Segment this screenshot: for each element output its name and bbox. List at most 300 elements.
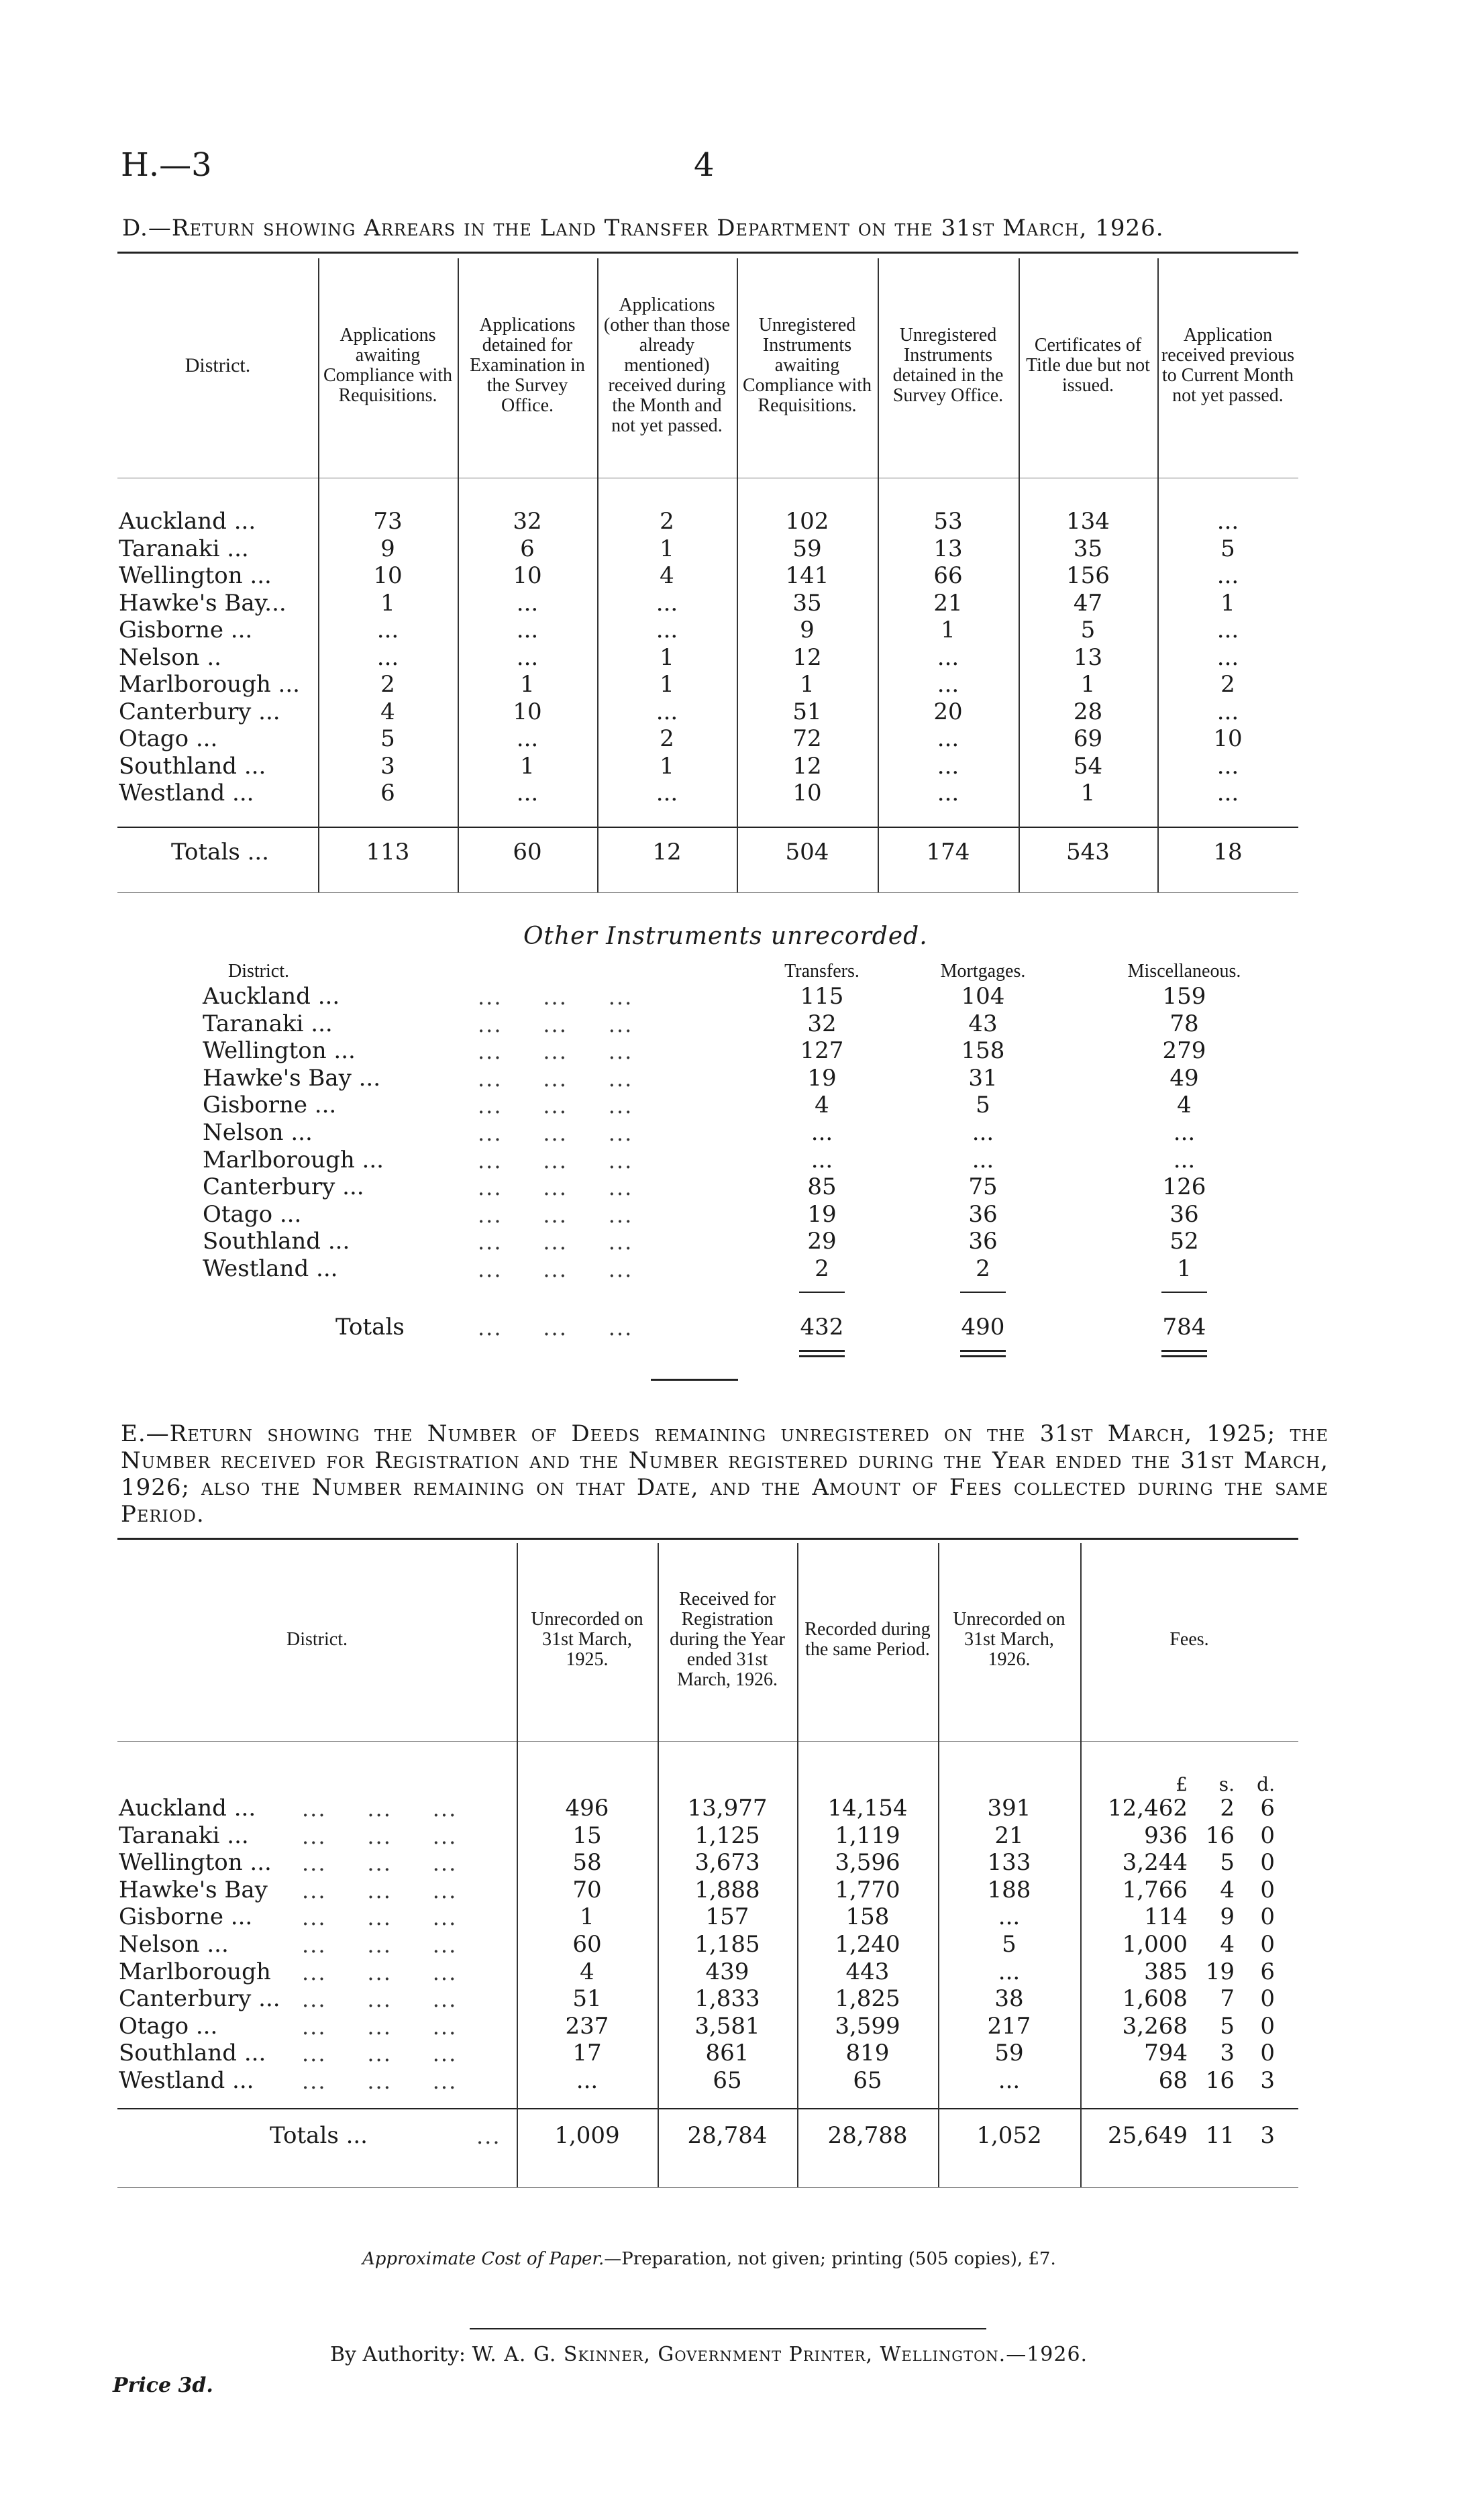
column-divider [1080, 1543, 1082, 2187]
fee-unit-pounds: £ [1176, 1773, 1188, 1795]
table-cell: 1 [941, 617, 955, 643]
column-header: Received for Registration during the Year ended 31st March, 1926. [670, 1588, 785, 1690]
fee-pounds: 936 [1144, 1822, 1188, 1849]
table-cell: 38 [994, 1985, 1024, 2013]
table-cell: ... [516, 725, 539, 752]
table-cell: 36 [968, 1228, 998, 1255]
district-name: Nelson ... [203, 1119, 313, 1146]
table-cell: 32 [807, 1010, 837, 1037]
fee-pounds: 3,268 [1122, 2012, 1188, 2040]
double-rule [960, 1350, 1006, 1352]
district-name: Auckland ... [119, 1795, 256, 1822]
table-cell: 6 [520, 535, 535, 562]
table-cell: 47 [1073, 589, 1103, 617]
leader-dots: ... ... ... [478, 1257, 633, 1282]
table-bottom-rule [117, 2187, 1298, 2188]
footer-rule [470, 2328, 986, 2329]
totals-cell: 12 [652, 839, 682, 865]
table-cell: 217 [987, 2012, 1031, 2040]
table-cell: 59 [792, 535, 822, 562]
table-cell: 2 [815, 1255, 829, 1282]
column-header: District. [228, 961, 289, 982]
table-cell: ... [937, 780, 959, 806]
table-cell: 819 [845, 2040, 890, 2067]
column-header: Fees. [1169, 1628, 1209, 1650]
column-header: District. [185, 354, 251, 376]
table-cell: 20 [933, 698, 963, 725]
column-header: Applications awaiting Compliance with Requisitions. [323, 324, 453, 406]
printer-authority [330, 2343, 1088, 2366]
district-name: Gisborne ... [203, 1092, 337, 1119]
table-cell: 3,581 [694, 2012, 760, 2040]
table-cell: 12 [792, 643, 822, 671]
column-header: Unrecorded on 31st March, 1925. [531, 1608, 643, 1670]
table-cell: 1,825 [835, 1985, 900, 2013]
table-cell: ... [1216, 643, 1239, 671]
table-cell: ... [516, 589, 539, 617]
district-name: Hawke's Bay... [119, 589, 287, 617]
leader-dots: ... ... ... [302, 2041, 458, 2067]
table-top-rule [117, 252, 1298, 254]
section-divider [651, 1379, 738, 1381]
fee-unit-shillings: s. [1218, 1773, 1235, 1795]
table-cell: ... [1216, 752, 1239, 780]
table-cell: 59 [994, 2040, 1024, 2067]
table-cell: 65 [853, 2067, 882, 2094]
table-cell: 4 [380, 698, 395, 725]
table-cell: 104 [961, 983, 1005, 1010]
column-header: Miscellaneous. [1127, 961, 1241, 982]
table-cell: ... [1216, 617, 1239, 643]
table-cell: 439 [705, 1958, 749, 1985]
table-cell: 159 [1162, 983, 1206, 1010]
table-cell: ... [1216, 508, 1239, 535]
fee-pence: 0 [1260, 2012, 1275, 2040]
table-cell: 14,154 [827, 1795, 908, 1822]
table-cell: 75 [968, 1173, 998, 1201]
fee-shillings: 9 [1220, 1903, 1235, 1931]
table-cell: 70 [572, 1876, 602, 1903]
leader-dots: ... ... ... [478, 1229, 633, 1255]
district-name: Southland ... [203, 1228, 350, 1255]
table-cell: 10 [513, 698, 542, 725]
leader-dots: ... ... ... [478, 1175, 633, 1201]
column-header: Certificates of Title due but not issued. [1026, 334, 1150, 396]
totals-top-rule [117, 827, 1298, 828]
fee-pence: 0 [1260, 1931, 1275, 1958]
leader-dots: ... ... ... [302, 2013, 458, 2040]
fee-pounds: 1,000 [1122, 1931, 1188, 1958]
column-header: Unregistered Instruments awaiting Compliance with Requisitions. [742, 314, 872, 416]
leader-dots: ... ... ... [478, 984, 633, 1010]
table-cell: ... [1216, 562, 1239, 589]
table-cell: 72 [792, 725, 822, 752]
leader-dots: ... ... ... [302, 2068, 458, 2094]
table-cell: 1,833 [694, 1985, 760, 2013]
district-name: Southland ... [119, 2040, 266, 2067]
table-cell: ... [998, 1958, 1021, 1985]
table-cell: 21 [933, 589, 963, 617]
table-cell: ... [376, 643, 399, 671]
district-name: Taranaki ... [119, 535, 249, 562]
fee-pounds: 12,462 [1108, 1795, 1188, 1822]
table-cell: 1,125 [694, 1822, 760, 1849]
table-cell: 5 [976, 1092, 990, 1119]
fee-shillings: 3 [1220, 2040, 1235, 2067]
column-header: Recorded during the same Period. [804, 1618, 931, 1660]
table-cell: 4 [1177, 1092, 1192, 1119]
leader-dots: ... ... ... [302, 1796, 458, 1822]
table-cell: 126 [1162, 1173, 1206, 1201]
fee-pence: 0 [1260, 1822, 1275, 1849]
district-name: Marlborough [119, 1958, 271, 1985]
table-cell: ... [937, 752, 959, 780]
totals-cell: 1,009 [554, 2122, 620, 2149]
table-cell: 1 [660, 752, 674, 780]
table-cell: 53 [933, 508, 963, 535]
table-cell: 133 [987, 1849, 1031, 1877]
section-d-title: D.—Return showing Arrears in the Land Transfer Department on the 31st March, 1926. [122, 215, 1164, 242]
leader-dots: ... ... ... [302, 1905, 458, 1931]
table-top-rule [117, 1538, 1298, 1540]
fee-pounds: 3,244 [1122, 1849, 1188, 1877]
totals-cell: 543 [1066, 839, 1110, 865]
table-cell: 1 [1080, 780, 1096, 806]
table-cell: 49 [1169, 1064, 1199, 1092]
table-cell: 156 [1066, 562, 1110, 589]
table-cell: ... [1173, 1119, 1196, 1146]
table-cell: ... [516, 643, 539, 671]
table-cell: 5 [1080, 617, 1096, 643]
district-name: Taranaki ... [119, 1822, 249, 1849]
table-cell: 65 [713, 2067, 742, 2094]
leader-dots: ... ... ... [478, 1147, 633, 1173]
table-cell: 51 [792, 698, 822, 725]
district-name: Nelson ... [119, 1931, 229, 1958]
table-cell: 279 [1162, 1037, 1206, 1065]
leader-dots: ... [476, 2123, 501, 2149]
table-cell: ... [1173, 1146, 1196, 1173]
table-cell: 5 [380, 725, 395, 752]
table-cell: 1 [660, 643, 674, 671]
fee-shillings: 4 [1220, 1876, 1235, 1903]
section-e-title: E.—Return showing the Number of Deeds remaining unregistered on the 31st March, 1925; the Number received for Registration and the Number registered during the Year ended the 31st March, 1926; also the Number remaining on that Date, and the Amount of Fees collected during the same Period. [121, 1420, 1329, 1528]
table-cell: 19 [807, 1064, 837, 1092]
table-cell: 188 [987, 1876, 1031, 1903]
district-name: Westland ... [119, 2067, 254, 2094]
table-cell: 115 [800, 983, 844, 1010]
totals-cell: 18 [1213, 839, 1243, 865]
totals-cell: 490 [961, 1314, 1005, 1341]
table-cell: ... [998, 2067, 1021, 2094]
table-cell: 3,599 [835, 2012, 900, 2040]
leader-dots: ... ... ... [302, 1877, 458, 1903]
totals-cell: 60 [513, 839, 542, 865]
table-cell: 21 [994, 1822, 1024, 1849]
totals-cell: 28,788 [827, 2122, 908, 2149]
table-cell: 66 [933, 562, 963, 589]
double-rule [1161, 1355, 1207, 1357]
totals-cell: 432 [800, 1314, 844, 1341]
table-cell: 1 [520, 671, 535, 698]
table-cell: ... [937, 671, 959, 698]
column-header: Transfers. [784, 961, 860, 982]
table-cell: 10 [373, 562, 403, 589]
table-cell: 4 [660, 562, 674, 589]
fee-shillings: 2 [1220, 1795, 1235, 1822]
document-reference: H.—3 [121, 146, 212, 184]
leader-dots: ... ... ... [478, 1202, 633, 1228]
table-cell: 1,240 [835, 1931, 900, 1958]
district-name: Southland ... [119, 752, 266, 780]
district-name: Westland ... [119, 780, 254, 806]
table-cell: 28 [1073, 698, 1103, 725]
leader-dots: ... ... ... [302, 1932, 458, 1958]
district-name: Hawke's Bay ... [203, 1064, 381, 1092]
table-cell: 391 [987, 1795, 1031, 1822]
district-name: Marlborough ... [119, 671, 300, 698]
page-number: 4 [694, 146, 715, 184]
table-cell: 10 [513, 562, 542, 589]
leader-dots: ... ... ... [478, 1011, 633, 1037]
table-cell: 15 [572, 1822, 602, 1849]
cost-text: —Preparation, not given; printing (505 copies), £7. [604, 2249, 1056, 2269]
sum-rule [799, 1292, 845, 1293]
district-name: Auckland ... [203, 983, 340, 1010]
cost-label: Approximate Cost of Paper. [362, 2249, 605, 2269]
fee-shillings: 4 [1220, 1931, 1235, 1958]
table-cell: 1 [380, 589, 395, 617]
table-cell: 443 [845, 1958, 890, 1985]
fee-unit-pence: d. [1257, 1773, 1275, 1795]
leader-dots: ... ... ... [478, 1093, 633, 1119]
fee-pence: 6 [1260, 1958, 1275, 1985]
table-cell: 69 [1073, 725, 1103, 752]
table-cell: 1,888 [694, 1876, 760, 1903]
table-cell: ... [1216, 780, 1239, 806]
table-cell: 85 [807, 1173, 837, 1201]
table-cell: ... [1216, 698, 1239, 725]
double-rule [1161, 1350, 1207, 1352]
district-name: Gisborne ... [119, 617, 253, 643]
column-header: Unrecorded on 31st March, 1926. [953, 1608, 1065, 1670]
table-cell: 1,185 [694, 1931, 760, 1958]
price: Price 3d. [113, 2374, 213, 2397]
double-rule [799, 1350, 845, 1352]
table-cell: 1,119 [835, 1822, 900, 1849]
table-cell: 60 [572, 1931, 602, 1958]
fee-pounds: 794 [1144, 2040, 1188, 2067]
table-cell: 4 [815, 1092, 829, 1119]
table-cell: 5 [1220, 535, 1235, 562]
column-header: Unregistered Instruments detained in the Survey Office. [892, 324, 1004, 406]
other-instruments-title: Other Instruments unrecorded. [523, 923, 928, 950]
column-header: Applications detained for Examination in the Survey Office. [470, 314, 585, 416]
fee-shillings: 19 [1205, 1958, 1235, 1985]
totals-cell: 113 [366, 839, 410, 865]
table-cell: 29 [807, 1228, 837, 1255]
leader-dots: ... ... ... [478, 1315, 633, 1341]
fee-pounds: 385 [1144, 1958, 1188, 1985]
table-cell: 13 [1073, 643, 1103, 671]
table-cell: 9 [380, 535, 395, 562]
table-cell: 31 [968, 1064, 998, 1092]
table-cell: 13,977 [687, 1795, 768, 1822]
table-cell: 861 [705, 2040, 749, 2067]
table-cell: 3 [380, 752, 395, 780]
table-cell: 1 [1080, 671, 1096, 698]
district-name: Auckland ... [119, 508, 256, 535]
fee-pence: 0 [1260, 2040, 1275, 2067]
district-name: Otago ... [119, 725, 218, 752]
table-cell: 2 [660, 725, 674, 752]
table-cell: ... [516, 617, 539, 643]
table-cell: 4 [580, 1958, 594, 1985]
fee-shillings: 5 [1220, 1849, 1235, 1877]
fee-pounds: 1,608 [1122, 1985, 1188, 2013]
table-cell: 134 [1066, 508, 1110, 535]
table-cell: 58 [572, 1849, 602, 1877]
table-cell: 2 [976, 1255, 990, 1282]
table-cell: ... [656, 617, 678, 643]
sum-rule [1161, 1292, 1207, 1293]
table-cell: ... [811, 1146, 833, 1173]
table-cell: 36 [1169, 1200, 1199, 1228]
fee-shillings: 5 [1220, 2012, 1235, 2040]
table-cell: ... [937, 643, 959, 671]
table-cell: ... [937, 725, 959, 752]
district-name: Wellington ... [203, 1037, 356, 1065]
table-cell: 157 [705, 1903, 749, 1931]
fee-pounds: 114 [1144, 1903, 1188, 1931]
leader-dots: ... ... ... [302, 1823, 458, 1849]
district-name: Otago ... [203, 1200, 302, 1228]
totals-cell: 784 [1162, 1314, 1206, 1341]
table-cell: ... [576, 2067, 598, 2094]
table-cell: 36 [968, 1200, 998, 1228]
fee-pounds: 25,649 [1108, 2122, 1188, 2149]
table-cell: 51 [572, 1985, 602, 2013]
leader-dots: ... ... ... [478, 1065, 633, 1092]
district-name: Wellington ... [119, 562, 272, 589]
table-cell: 1 [660, 535, 674, 562]
table-cell: 1 [660, 671, 674, 698]
table-cell: 141 [785, 562, 829, 589]
district-name: Hawke's Bay [119, 1876, 268, 1903]
totals-cell: 174 [926, 839, 970, 865]
table-cell: 43 [968, 1010, 998, 1037]
table-cell: 10 [1213, 725, 1243, 752]
column-header: District. [287, 1628, 348, 1650]
district-name: Taranaki ... [203, 1010, 333, 1037]
column-header: Mortgages. [940, 961, 1026, 982]
double-rule [799, 1355, 845, 1357]
totals-top-rule [117, 2108, 1298, 2109]
table-cell: 1 [520, 752, 535, 780]
fee-pence: 0 [1260, 1849, 1275, 1877]
table-cell: 3,673 [694, 1849, 760, 1877]
table-cell: ... [376, 617, 399, 643]
fee-shillings: 16 [1205, 1822, 1235, 1849]
table-cell: 237 [565, 2012, 609, 2040]
table-cell: 9 [800, 617, 815, 643]
table-cell: 10 [792, 780, 822, 806]
table-cell: 3,596 [835, 1849, 900, 1877]
column-header: Applications (other than those already mentioned) received during the Month and not yet passed. [603, 294, 731, 436]
district-name: Canterbury ... [203, 1173, 364, 1201]
double-rule [960, 1355, 1006, 1357]
table-cell: 1 [580, 1903, 594, 1931]
sum-rule [960, 1292, 1006, 1293]
totals-label: Totals ... [171, 839, 269, 865]
totals-cell: 1,052 [976, 2122, 1042, 2149]
table-cell: 158 [845, 1903, 890, 1931]
leader-dots: ... ... ... [302, 1850, 458, 1877]
fee-shillings: 11 [1205, 2122, 1235, 2149]
table-cell: 5 [1002, 1931, 1017, 1958]
fee-pence: 3 [1260, 2122, 1275, 2149]
table-cell: 12 [792, 752, 822, 780]
table-cell: ... [972, 1119, 994, 1146]
table-cell: 2 [1220, 671, 1235, 698]
table-cell: ... [656, 780, 678, 806]
fee-shillings: 7 [1220, 1985, 1235, 2013]
table-cell: 13 [933, 535, 963, 562]
leader-dots: ... ... ... [302, 1987, 458, 2013]
district-name: Wellington ... [119, 1849, 272, 1877]
table-cell: 2 [660, 508, 674, 535]
table-cell: 17 [572, 2040, 602, 2067]
table-cell: ... [811, 1119, 833, 1146]
table-cell: 2 [380, 671, 395, 698]
table-bottom-rule [117, 892, 1298, 893]
totals-label: Totals [335, 1314, 405, 1341]
table-cell: ... [516, 780, 539, 806]
fee-pence: 0 [1260, 1903, 1275, 1931]
table-cell: ... [656, 698, 678, 725]
table-cell: 1 [800, 671, 815, 698]
totals-label: Totals ... [270, 2122, 368, 2149]
table-cell: 35 [1073, 535, 1103, 562]
column-header: Application received previous to Current Month not yet passed. [1161, 324, 1295, 406]
fee-pence: 0 [1260, 1985, 1275, 2013]
district-name: Otago ... [119, 2012, 218, 2040]
table-cell: ... [972, 1146, 994, 1173]
fee-pounds: 1,766 [1122, 1876, 1188, 1903]
table-cell: 127 [800, 1037, 844, 1065]
table-cell: 78 [1169, 1010, 1199, 1037]
header-bottom-rule [117, 1741, 1298, 1742]
district-name: Canterbury ... [119, 1985, 280, 2013]
fee-shillings: 16 [1205, 2067, 1235, 2094]
authority-text: W. A. G. Skinner, Government Printer, Wellington.—1926. [472, 2343, 1088, 2366]
fee-pence: 6 [1260, 1795, 1275, 1822]
table-cell: 1 [1220, 589, 1235, 617]
district-name: Marlborough ... [203, 1146, 384, 1173]
table-cell: 32 [513, 508, 542, 535]
leader-dots: ... ... ... [478, 1120, 633, 1146]
table-cell: 6 [380, 780, 395, 806]
fee-pence: 3 [1260, 2067, 1275, 2094]
leader-dots: ... ... ... [302, 1959, 458, 1985]
district-name: Nelson .. [119, 643, 221, 671]
table-cell: 52 [1169, 1228, 1199, 1255]
leader-dots: ... ... ... [478, 1039, 633, 1065]
cost-note [362, 2249, 1056, 2269]
table-cell: ... [998, 1903, 1021, 1931]
fee-pounds: 68 [1158, 2067, 1188, 2094]
table-cell: 35 [792, 589, 822, 617]
